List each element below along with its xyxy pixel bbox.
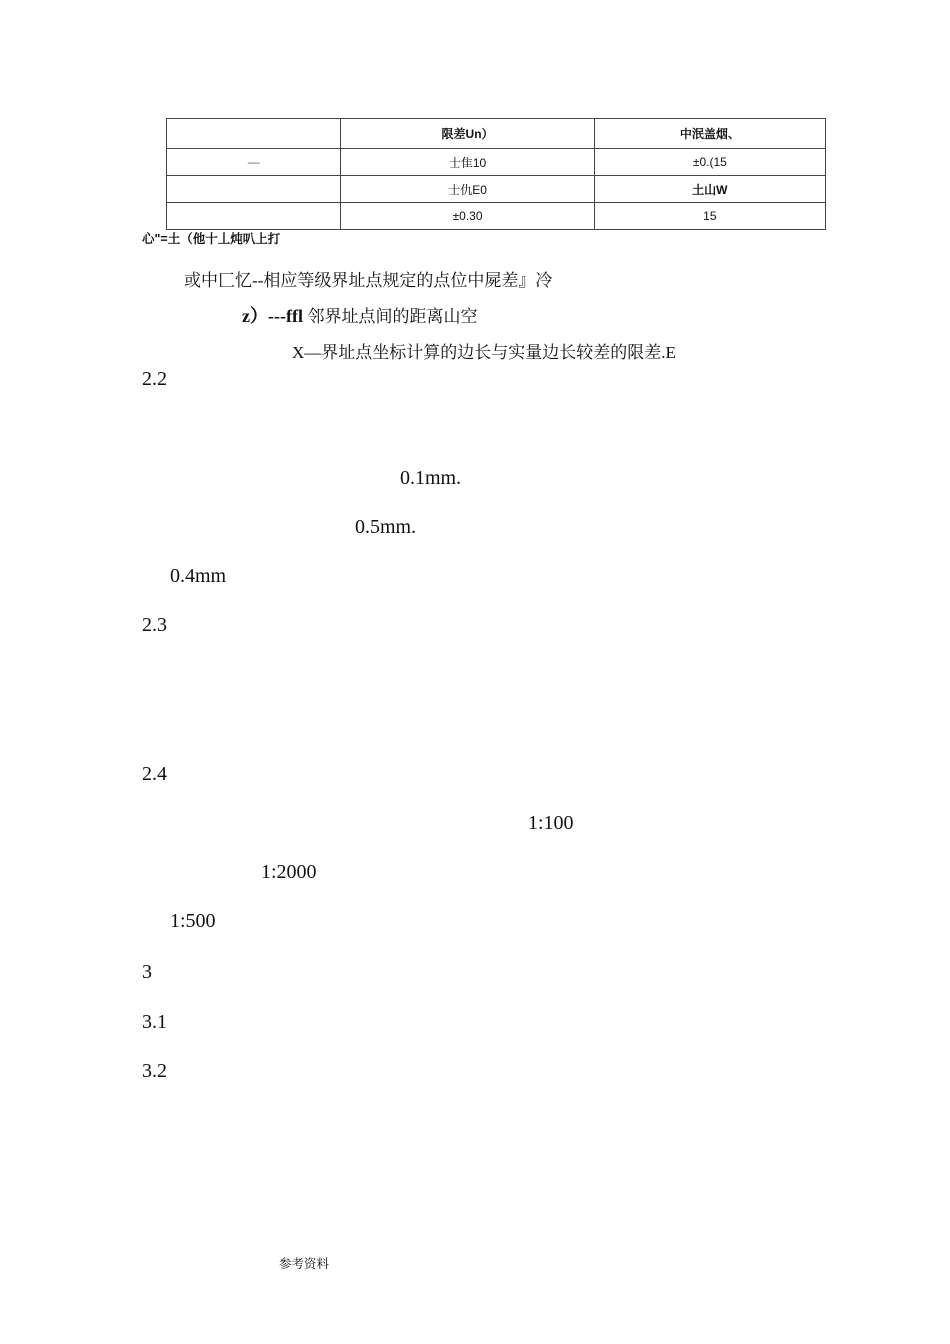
table-row bbox=[167, 149, 826, 176]
table-cell: — bbox=[167, 149, 341, 176]
table-cell: 土山W bbox=[594, 176, 825, 203]
table-cell bbox=[167, 176, 341, 203]
table-cell bbox=[167, 203, 341, 230]
section-number: 3.1 bbox=[142, 1011, 167, 1033]
tolerance-table bbox=[166, 118, 826, 230]
section-number: 2.4 bbox=[142, 763, 167, 785]
scale-text: 1:500 bbox=[170, 910, 216, 932]
formula-symbol: z）---ffl bbox=[242, 306, 303, 326]
section-number: 3 bbox=[142, 961, 152, 983]
formula-definition-3: X—界址点坐标计算的边长与实量边长较差的限差.E bbox=[292, 343, 676, 362]
formula-definition-1: 或中匚忆--相应等级界址点规定的点位中屍差』冷 bbox=[184, 271, 553, 290]
table-cell: 士隹10 bbox=[341, 149, 594, 176]
table-header-row bbox=[167, 119, 826, 149]
table-cell: 士仇E0 bbox=[341, 176, 594, 203]
table-cell: ±0.(15 bbox=[594, 149, 825, 176]
table-row bbox=[167, 203, 826, 230]
table-header-cell: 中泯盖烟、 bbox=[594, 119, 825, 149]
section-number: 2.3 bbox=[142, 614, 167, 636]
section-number: 2.2 bbox=[142, 368, 167, 390]
scale-text: 1:100 bbox=[528, 812, 574, 834]
table-header-cell bbox=[167, 119, 341, 149]
page-footer: 参考资料 bbox=[279, 1257, 330, 1271]
table-note: 心"=土（他十丄炖叭上打 bbox=[142, 232, 281, 246]
section-number: 3.2 bbox=[142, 1060, 167, 1082]
formula-text: 邻界址点间的距离山空 bbox=[307, 307, 478, 326]
table-cell: 15 bbox=[594, 203, 825, 230]
value-text: 0.1mm. bbox=[400, 467, 462, 489]
value-text: 0.5mm. bbox=[355, 516, 417, 538]
table-cell: ±0.30 bbox=[341, 203, 594, 230]
formula-definition-2 bbox=[242, 302, 477, 328]
table-row bbox=[167, 176, 826, 203]
value-text: 0.4mm bbox=[170, 565, 227, 587]
scale-text: 1:2000 bbox=[261, 861, 317, 883]
table-header-cell: 限差Un） bbox=[341, 119, 594, 149]
